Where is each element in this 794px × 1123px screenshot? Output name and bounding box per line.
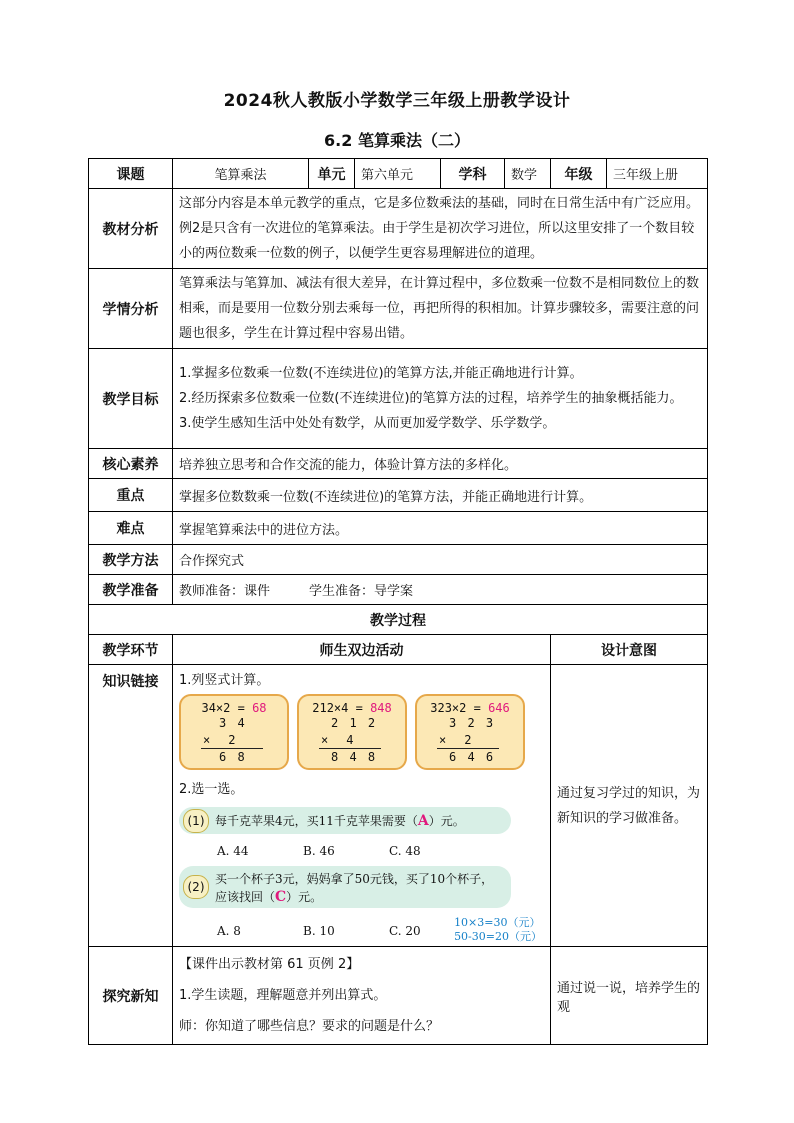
teaching-goals: [173, 349, 708, 449]
card-multiplicand: 3 4: [219, 716, 247, 730]
question-answer: A: [417, 813, 429, 829]
core-literacy: 培养独立思考和合作交流的能力，体验计算方法的多样化。: [173, 449, 708, 479]
info-row: [89, 159, 708, 189]
card-multiplicand: 2 1 2: [331, 716, 378, 730]
vertical-calc-cards: [179, 694, 544, 770]
process-title-row: [89, 605, 708, 635]
card-answer: 646: [488, 701, 510, 715]
lesson-subtitle: 6.2 笔算乘法（二）: [324, 131, 470, 150]
calc-card: [297, 694, 407, 770]
subject-value: 数学: [505, 159, 551, 189]
question-text: 每千克苹果4元，买11千克苹果需要（: [215, 814, 418, 828]
card-multiplier: 2: [464, 733, 472, 747]
card-equation: 323×2 =: [430, 701, 481, 715]
activity-line: 师：你知道了哪些信息？要求的问题是什么？: [179, 1019, 440, 1034]
row-label: 教学方法: [89, 545, 173, 575]
grade-value: 三年级上册: [607, 159, 708, 189]
subject-label: 学科: [441, 159, 505, 189]
table-row: [89, 189, 708, 269]
card-answer: 848: [370, 701, 392, 715]
exercise-2-title: 2.选一选。: [179, 782, 244, 797]
explore-intent: 通过说一说，培养学生的观: [551, 947, 708, 1045]
question-2-bubble: [179, 866, 511, 908]
card-result: 6 4 6: [449, 750, 496, 764]
option: B. 46: [303, 844, 335, 858]
worked-calculation: [454, 916, 542, 944]
card-multiplicand: 3 2 3: [449, 716, 496, 730]
card-answer: 68: [252, 701, 267, 715]
row-label: 教学准备: [89, 575, 173, 605]
card-equation: 212×4 =: [312, 701, 363, 715]
table-row: [89, 575, 708, 605]
question-text: 应该找回（: [215, 890, 276, 904]
calc-card: [179, 694, 289, 770]
question-text-end: ）元。: [286, 890, 323, 904]
difficulty: 掌握笔算乘法中的进位方法。: [173, 512, 708, 545]
table-row: [89, 349, 708, 449]
times-sign: ×: [321, 733, 329, 747]
question-1-options: [179, 844, 544, 862]
stage-header: 教学环节: [89, 635, 173, 665]
explore-activity: [173, 947, 551, 1045]
knowledge-link-row: [89, 665, 708, 947]
teaching-method: 合作探究式: [173, 545, 708, 575]
question-text-end: ）元。: [428, 814, 465, 828]
question-number: (1): [183, 809, 209, 833]
goal-item: 3.使学生感知生活中处处有数学，从而更加爱学数学、乐学数学。: [179, 416, 556, 431]
explore-row: [89, 947, 708, 1045]
table-row: [89, 269, 708, 349]
student-analysis: 笔算乘法与笔算加、减法有很大差异，在计算过程中，多位数乘一位数不是相同数位上的数相乘，而是要用一位数分别去乘每一位，再把所得的积相加。计算步骤较多，需要注意的问题也很多，学生在计算过程中容易出错。: [173, 269, 708, 349]
goal-item: 2.经历探索多位数乘一位数(不连续进位)的笔算方法的过程，培养学生的抽象概括能力。: [179, 391, 683, 406]
lesson-plan-table: [88, 158, 708, 1045]
activity-line: 【课件出示教材第 61 页例 2】: [179, 957, 360, 972]
process-title: 教学过程: [89, 605, 708, 635]
process-header-row: [89, 635, 708, 665]
calc-card: [415, 694, 525, 770]
card-result: 6 8: [219, 750, 247, 764]
grade-label: 年级: [551, 159, 607, 189]
question-2-options: [179, 914, 544, 944]
table-row: [89, 512, 708, 545]
row-label: 探究新知: [89, 947, 173, 1045]
topic-value: 笔算乘法: [173, 159, 309, 189]
times-sign: ×: [203, 733, 211, 747]
document-title: 2024秋人教版小学数学三年级上册教学设计: [223, 91, 571, 111]
unit-label: 单元: [309, 159, 355, 189]
row-label: 教学目标: [89, 349, 173, 449]
question-answer: C: [275, 889, 287, 905]
calc-line: 50-30=20（元）: [454, 930, 542, 943]
table-row: [89, 449, 708, 479]
row-label: 核心素养: [89, 449, 173, 479]
option: C. 20: [389, 924, 421, 938]
times-sign: ×: [439, 733, 447, 747]
row-label: 重点: [89, 479, 173, 512]
row-label: 知识链接: [89, 665, 173, 947]
activity-header: 师生双边活动: [173, 635, 551, 665]
card-multiplier: 2: [228, 733, 236, 747]
knowledge-intent: 通过复习学过的知识，为新知识的学习做准备。: [551, 665, 708, 947]
goal-item: 1.掌握多位数乘一位数(不连续进位)的笔算方法,并能正确地进行计算。: [179, 366, 583, 381]
unit-value: 第六单元: [355, 159, 441, 189]
card-equation: 34×2 =: [201, 701, 245, 715]
card-result: 8 4 8: [331, 750, 378, 764]
textbook-analysis: 这部分内容是本单元教学的重点，它是多位数乘法的基础，同时在日常生活中有广泛应用。例2是只含有一次进位的笔算乘法。由于学生是初次学习进位，所以这里安排了一个数目较小的两位数乘一位数的例子，以便学生更容易理解进位的道理。: [173, 189, 708, 269]
knowledge-activity: [173, 665, 551, 947]
option: B. 10: [303, 924, 335, 938]
intent-header: 设计意图: [551, 635, 708, 665]
question-number: (2): [183, 875, 209, 899]
teaching-preparation: 教师准备：课件 学生准备：导学案: [173, 575, 708, 605]
question-1-bubble: [179, 807, 511, 834]
topic-label: 课题: [89, 159, 173, 189]
question-text: 买一个杯子3元，妈妈拿了50元钱，买了10个杯子，: [215, 872, 494, 886]
activity-line: 1.学生读题，理解题意并列出算式。: [179, 988, 387, 1003]
card-multiplier: 4: [346, 733, 354, 747]
row-label: 学情分析: [89, 269, 173, 349]
row-label: 难点: [89, 512, 173, 545]
table-row: [89, 479, 708, 512]
table-row: [89, 545, 708, 575]
key-point: 掌握多位数数乘一位数(不连续进位)的笔算方法，并能正确地进行计算。: [173, 479, 708, 512]
row-label: 教材分析: [89, 189, 173, 269]
option: C. 48: [389, 844, 421, 858]
option: A. 44: [217, 844, 249, 858]
exercise-1-title: 1.列竖式计算。: [179, 673, 270, 688]
calc-line: 10×3=30（元）: [454, 916, 541, 929]
option: A. 8: [217, 924, 241, 938]
